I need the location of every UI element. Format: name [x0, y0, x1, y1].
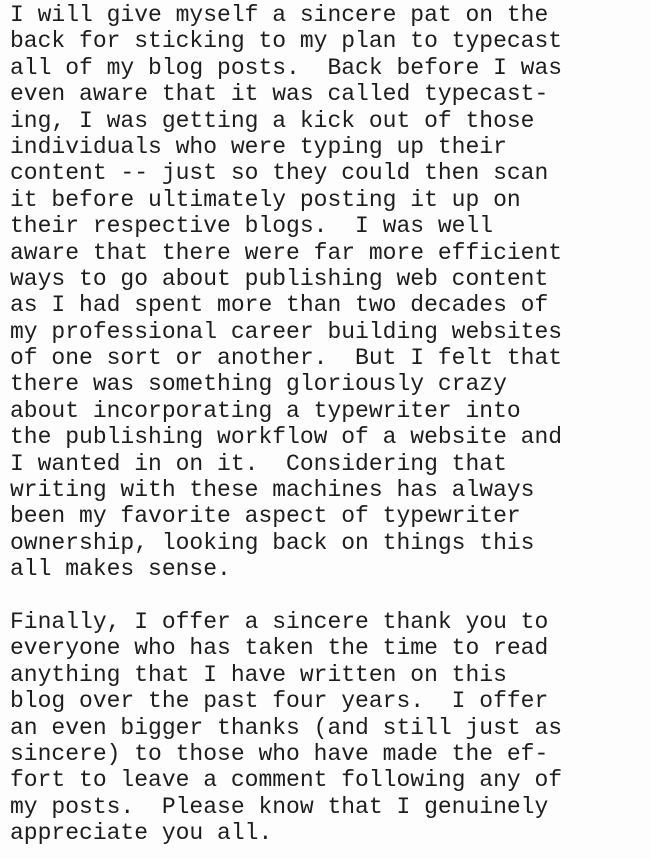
text-line: writing with these machines has always	[10, 477, 535, 504]
text-line: all makes sense.	[10, 556, 231, 583]
text-line: been my favorite aspect of typewriter	[10, 503, 521, 530]
text-line: there was something gloriously crazy	[10, 371, 507, 398]
text-line: my professional career building websites	[10, 318, 563, 345]
text-line: their respective blogs. I was well	[10, 213, 494, 240]
text-line: sincere) to those who have made the ef-	[10, 740, 549, 767]
text-line: blog over the past four years. I offer	[10, 688, 549, 715]
typescript-body	[10, 2, 650, 847]
paragraph-spacer	[10, 583, 650, 609]
text-line: my posts. Please know that I genuinely	[10, 793, 549, 820]
text-line: content -- just so they could then scan	[10, 160, 549, 187]
text-line: I wanted in on it. Considering that	[10, 450, 507, 477]
text-line: Finally, I offer a sincere thank you to	[10, 608, 549, 635]
text-line: as I had spent more than two decades of	[10, 292, 549, 319]
text-line: aware that there were far more efficient	[10, 239, 563, 266]
text-line: everyone who has taken the time to read	[10, 635, 549, 662]
text-line: about incorporating a typewriter into	[10, 397, 521, 424]
text-line: appreciate you all.	[10, 820, 273, 847]
text-line: ownership, looking back on things this	[10, 529, 535, 556]
text-line: even aware that it was called typecast-	[10, 81, 549, 108]
text-line: I will give myself a sincere pat on the	[10, 2, 549, 28]
text-line: anything that I have written on this	[10, 661, 507, 688]
text-line: the publishing workflow of a website and	[10, 424, 563, 451]
text-line: all of my blog posts. Back before I was	[10, 54, 563, 81]
text-line: back for sticking to my plan to typecast	[10, 28, 563, 55]
text-line: fort to leave a comment following any of	[10, 767, 563, 794]
text-line: individuals who were typing up their	[10, 133, 507, 160]
text-line: an even bigger thanks (and still just as	[10, 714, 563, 741]
text-line: of one sort or another. But I felt that	[10, 345, 563, 372]
paragraph-1	[10, 2, 650, 583]
text-line: ing, I was getting a kick out of those	[10, 107, 535, 134]
paragraph-2	[10, 609, 650, 847]
text-line: it before ultimately posting it up on	[10, 186, 521, 213]
text-line: ways to go about publishing web content	[10, 265, 549, 292]
